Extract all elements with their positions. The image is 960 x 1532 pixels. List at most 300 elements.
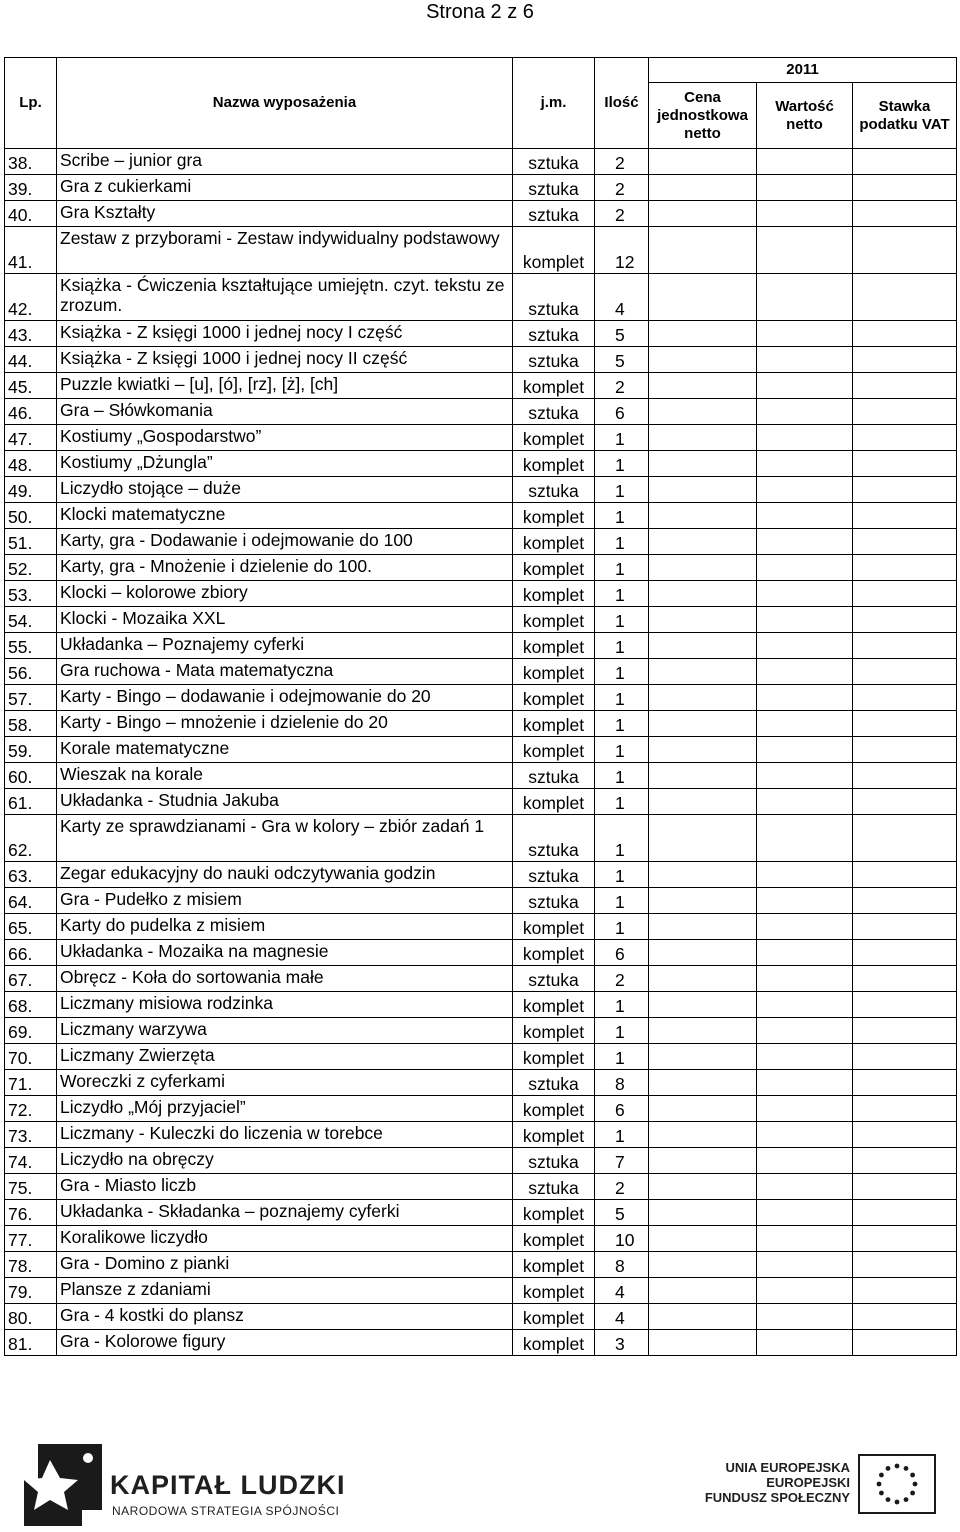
cell-qty: 10: [595, 1226, 649, 1252]
cell-vat: [853, 737, 957, 763]
cell-lp: 77.: [5, 1226, 57, 1252]
cell-vat: [853, 711, 957, 737]
cell-lp: 79.: [5, 1278, 57, 1304]
cell-jm: komplet: [513, 1252, 595, 1278]
cell-unit-price: [649, 227, 757, 274]
cell-qty: 1: [595, 1018, 649, 1044]
cell-unit-price: [649, 737, 757, 763]
table-row: [5, 555, 957, 581]
cell-lp: 57.: [5, 685, 57, 711]
cell-lp: 81.: [5, 1330, 57, 1356]
cell-lp: 64.: [5, 888, 57, 914]
table-row: [5, 659, 957, 685]
cell-name: Gra - 4 kostki do plansz: [57, 1304, 513, 1330]
cell-lp: 60.: [5, 763, 57, 789]
cell-name: Karty - Bingo – mnożenie i dzielenie do 20: [57, 711, 513, 737]
table-row: [5, 581, 957, 607]
cell-lp: 67.: [5, 966, 57, 992]
cell-jm: komplet: [513, 1304, 595, 1330]
cell-unit-price: [649, 503, 757, 529]
cell-jm: komplet: [513, 555, 595, 581]
table-row: [5, 1148, 957, 1174]
cell-qty: 6: [595, 940, 649, 966]
table-row: [5, 763, 957, 789]
cell-name: Książka - Ćwiczenia kształtujące umiejętn. czyt. tekstu ze zrozum.: [57, 274, 513, 321]
cell-net-value: [757, 633, 853, 659]
table-row: [5, 940, 957, 966]
cell-net-value: [757, 529, 853, 555]
cell-unit-price: [649, 1070, 757, 1096]
cell-vat: [853, 425, 957, 451]
net-value-line-1: Wartość: [775, 97, 834, 115]
cell-net-value: [757, 1148, 853, 1174]
cell-jm: komplet: [513, 914, 595, 940]
cell-qty: 3: [595, 1330, 649, 1356]
table-row: [5, 1304, 957, 1330]
cell-lp: 48.: [5, 451, 57, 477]
cell-jm: komplet: [513, 451, 595, 477]
vat-line-2: podatku VAT: [859, 115, 950, 133]
cell-jm: komplet: [513, 373, 595, 399]
cell-jm: komplet: [513, 685, 595, 711]
cell-name: Układanka - Studnia Jakuba: [57, 789, 513, 815]
cell-unit-price: [649, 711, 757, 737]
cell-jm: sztuka: [513, 815, 595, 862]
cell-name: Gra - Domino z pianki: [57, 1252, 513, 1278]
cell-unit-price: [649, 1122, 757, 1148]
eu-star-icon: [904, 1497, 909, 1502]
eu-star-icon: [886, 1466, 891, 1471]
table-row: [5, 685, 957, 711]
table-row: [5, 737, 957, 763]
cell-vat: [853, 149, 957, 175]
cell-jm: komplet: [513, 1096, 595, 1122]
cell-name: Kostiumy „Dżungla”: [57, 451, 513, 477]
cell-jm: komplet: [513, 737, 595, 763]
cell-lp: 62.: [5, 815, 57, 862]
cell-name: Układanka - Mozaika na magnesie: [57, 940, 513, 966]
cell-lp: 65.: [5, 914, 57, 940]
cell-qty: 2: [595, 149, 649, 175]
cell-jm: komplet: [513, 1226, 595, 1252]
cell-vat: [853, 1278, 957, 1304]
cell-unit-price: [649, 1044, 757, 1070]
cell-unit-price: [649, 581, 757, 607]
eu-star-icon: [895, 1500, 900, 1505]
cell-lp: 52.: [5, 555, 57, 581]
cell-jm: komplet: [513, 1278, 595, 1304]
cell-net-value: [757, 1330, 853, 1356]
cell-name: Korale matematyczne: [57, 737, 513, 763]
cell-name: Puzzle kwiatki – [u], [ó], [rz], [ż], [ch]: [57, 373, 513, 399]
cell-lp: 45.: [5, 373, 57, 399]
cell-vat: [853, 1304, 957, 1330]
table-row: [5, 1018, 957, 1044]
cell-net-value: [757, 789, 853, 815]
cell-qty: 7: [595, 1148, 649, 1174]
cell-name: Gra - Pudełko z misiem: [57, 888, 513, 914]
cell-jm: sztuka: [513, 274, 595, 321]
cell-jm: sztuka: [513, 347, 595, 373]
col-header-name: Nazwa wyposażenia: [57, 58, 513, 149]
table-row: [5, 1226, 957, 1252]
cell-jm: sztuka: [513, 321, 595, 347]
table-row: [5, 888, 957, 914]
cell-name: Kostiumy „Gospodarstwo”: [57, 425, 513, 451]
cell-unit-price: [649, 201, 757, 227]
eu-logo-text: [700, 1460, 850, 1505]
cell-qty: 4: [595, 274, 649, 321]
cell-vat: [853, 1200, 957, 1226]
cell-jm: sztuka: [513, 399, 595, 425]
eu-star-icon: [910, 1491, 915, 1496]
cell-qty: 1: [595, 763, 649, 789]
cell-vat: [853, 1096, 957, 1122]
kapital-ludzki-subtitle: NARODOWA STRATEGIA SPÓJNOŚCI: [112, 1504, 340, 1518]
cell-net-value: [757, 581, 853, 607]
cell-lp: 53.: [5, 581, 57, 607]
table-row: [5, 373, 957, 399]
cell-net-value: [757, 607, 853, 633]
col-header-lp: Lp.: [5, 58, 57, 149]
eu-logo-line-3: FUNDUSZ SPOŁECZNY: [704, 1490, 850, 1505]
unit-price-line-2: jednostkowa: [657, 106, 748, 124]
cell-name: Zegar edukacyjny do nauki odczytywania godzin: [57, 862, 513, 888]
cell-jm: komplet: [513, 1122, 595, 1148]
cell-unit-price: [649, 1330, 757, 1356]
cell-net-value: [757, 1096, 853, 1122]
cell-qty: 1: [595, 659, 649, 685]
cell-name: Klocki - Mozaika XXL: [57, 607, 513, 633]
cell-vat: [853, 274, 957, 321]
cell-lp: 39.: [5, 175, 57, 201]
cell-net-value: [757, 914, 853, 940]
cell-vat: [853, 373, 957, 399]
cell-lp: 59.: [5, 737, 57, 763]
cell-net-value: [757, 940, 853, 966]
cell-net-value: [757, 1070, 853, 1096]
cell-name: Karty do pudelka z misiem: [57, 914, 513, 940]
cell-qty: 1: [595, 888, 649, 914]
cell-lp: 42.: [5, 274, 57, 321]
cell-lp: 40.: [5, 201, 57, 227]
cell-unit-price: [649, 763, 757, 789]
cell-vat: [853, 175, 957, 201]
table-row: [5, 1122, 957, 1148]
cell-lp: 70.: [5, 1044, 57, 1070]
col-header-net-value: [757, 83, 853, 149]
cell-lp: 69.: [5, 1018, 57, 1044]
cell-vat: [853, 1148, 957, 1174]
cell-name: Gra ruchowa - Mata matematyczna: [57, 659, 513, 685]
col-header-unit-price: [649, 83, 757, 149]
cell-name: Gra Kształty: [57, 201, 513, 227]
cell-lp: 75.: [5, 1174, 57, 1200]
table-row: [5, 451, 957, 477]
cell-name: Liczydło „Mój przyjaciel”: [57, 1096, 513, 1122]
cell-lp: 71.: [5, 1070, 57, 1096]
col-header-qty: Ilość: [595, 58, 649, 149]
cell-name: Liczydło na obręczy: [57, 1148, 513, 1174]
cell-vat: [853, 940, 957, 966]
cell-net-value: [757, 149, 853, 175]
table-row: [5, 1044, 957, 1070]
cell-unit-price: [649, 1096, 757, 1122]
cell-vat: [853, 685, 957, 711]
cell-lp: 46.: [5, 399, 57, 425]
eu-star-icon: [904, 1466, 909, 1471]
cell-jm: komplet: [513, 425, 595, 451]
cell-unit-price: [649, 685, 757, 711]
cell-name: Układanka – Poznajemy cyferki: [57, 633, 513, 659]
cell-unit-price: [649, 1018, 757, 1044]
cell-name: Książka - Z księgi 1000 i jednej nocy II część: [57, 347, 513, 373]
cell-lp: 49.: [5, 477, 57, 503]
cell-name: Liczydło stojące – duże: [57, 477, 513, 503]
cell-vat: [853, 633, 957, 659]
cell-name: Scribe – junior gra: [57, 149, 513, 175]
cell-qty: 2: [595, 175, 649, 201]
cell-lp: 74.: [5, 1148, 57, 1174]
eu-star-icon: [910, 1473, 915, 1478]
cell-lp: 43.: [5, 321, 57, 347]
cell-qty: 1: [595, 914, 649, 940]
unit-price-line-3: netto: [684, 124, 721, 142]
cell-qty: 1: [595, 685, 649, 711]
table-row: [5, 503, 957, 529]
cell-unit-price: [649, 659, 757, 685]
cell-unit-price: [649, 373, 757, 399]
cell-unit-price: [649, 555, 757, 581]
cell-jm: komplet: [513, 1018, 595, 1044]
cell-jm: komplet: [513, 1330, 595, 1356]
cell-name: Plansze z zdaniami: [57, 1278, 513, 1304]
eu-star-icon: [879, 1473, 884, 1478]
cell-jm: sztuka: [513, 966, 595, 992]
cell-unit-price: [649, 914, 757, 940]
cell-net-value: [757, 1200, 853, 1226]
cell-jm: sztuka: [513, 201, 595, 227]
table-row: [5, 477, 957, 503]
eu-logo-line-1: UNIA EUROPEJSKA: [725, 1460, 850, 1475]
cell-net-value: [757, 227, 853, 274]
cell-qty: 1: [595, 992, 649, 1018]
cell-vat: [853, 992, 957, 1018]
cell-lp: 78.: [5, 1252, 57, 1278]
cell-name: Gra - Kolorowe figury: [57, 1330, 513, 1356]
eu-star-icon: [895, 1464, 900, 1469]
table-row: [5, 399, 957, 425]
cell-unit-price: [649, 789, 757, 815]
cell-unit-price: [649, 347, 757, 373]
cell-unit-price: [649, 425, 757, 451]
cell-net-value: [757, 477, 853, 503]
cell-net-value: [757, 425, 853, 451]
cell-jm: komplet: [513, 789, 595, 815]
cell-qty: 1: [595, 607, 649, 633]
table-row: [5, 175, 957, 201]
table-row: [5, 966, 957, 992]
cell-unit-price: [649, 1226, 757, 1252]
page-header: Strona 2 z 6: [426, 1, 534, 23]
vat-line-1: Stawka: [878, 97, 931, 115]
table-row: [5, 862, 957, 888]
cell-net-value: [757, 1122, 853, 1148]
cell-net-value: [757, 175, 853, 201]
cell-vat: [853, 1044, 957, 1070]
year-header: 2011: [649, 58, 957, 83]
cell-net-value: [757, 659, 853, 685]
cell-net-value: [757, 1226, 853, 1252]
cell-vat: [853, 1226, 957, 1252]
table-row: [5, 1252, 957, 1278]
cell-vat: [853, 659, 957, 685]
cell-vat: [853, 201, 957, 227]
cell-jm: komplet: [513, 227, 595, 274]
footer-logos: [0, 1410, 960, 1532]
cell-qty: 1: [595, 1122, 649, 1148]
cell-vat: [853, 555, 957, 581]
cell-vat: [853, 815, 957, 862]
cell-vat: [853, 1252, 957, 1278]
cell-jm: komplet: [513, 659, 595, 685]
cell-name: Gra z cukierkami: [57, 175, 513, 201]
table-row: [5, 321, 957, 347]
cell-net-value: [757, 711, 853, 737]
cell-unit-price: [649, 274, 757, 321]
cell-qty: 1: [595, 862, 649, 888]
cell-qty: 1: [595, 789, 649, 815]
table-row: [5, 529, 957, 555]
cell-qty: 1: [595, 737, 649, 763]
cell-lp: 80.: [5, 1304, 57, 1330]
table-row: [5, 1200, 957, 1226]
kapital-ludzki-emblem-icon: [20, 1440, 106, 1530]
cell-name: Karty, gra - Mnożenie i dzielenie do 100.: [57, 555, 513, 581]
cell-qty: 4: [595, 1278, 649, 1304]
equipment-table: [4, 57, 957, 1356]
cell-vat: [853, 862, 957, 888]
cell-vat: [853, 399, 957, 425]
cell-vat: [853, 888, 957, 914]
cell-vat: [853, 227, 957, 274]
table-row: [5, 815, 957, 862]
cell-name: Liczmany - Kuleczki do liczenia w torebce: [57, 1122, 513, 1148]
kapital-ludzki-title: KAPITAŁ LUDZKI: [110, 1470, 346, 1500]
cell-vat: [853, 914, 957, 940]
table-row: [5, 227, 957, 274]
cell-qty: 1: [595, 477, 649, 503]
cell-vat: [853, 581, 957, 607]
cell-unit-price: [649, 992, 757, 1018]
cell-unit-price: [649, 1304, 757, 1330]
cell-qty: 12: [595, 227, 649, 274]
cell-net-value: [757, 274, 853, 321]
cell-unit-price: [649, 633, 757, 659]
cell-unit-price: [649, 175, 757, 201]
cell-vat: [853, 1070, 957, 1096]
cell-vat: [853, 1330, 957, 1356]
cell-lp: 76.: [5, 1200, 57, 1226]
cell-jm: sztuka: [513, 1148, 595, 1174]
unit-price-line-1: Cena: [684, 88, 721, 106]
cell-jm: sztuka: [513, 1070, 595, 1096]
cell-net-value: [757, 555, 853, 581]
cell-net-value: [757, 1018, 853, 1044]
cell-qty: 5: [595, 321, 649, 347]
cell-net-value: [757, 503, 853, 529]
cell-name: Liczmany misiowa rodzinka: [57, 992, 513, 1018]
cell-name: Liczmany warzywa: [57, 1018, 513, 1044]
cell-lp: 73.: [5, 1122, 57, 1148]
cell-unit-price: [649, 888, 757, 914]
net-value-line-2: netto: [786, 115, 823, 133]
cell-qty: 1: [595, 451, 649, 477]
cell-jm: komplet: [513, 1044, 595, 1070]
cell-lp: 72.: [5, 1096, 57, 1122]
cell-qty: 1: [595, 529, 649, 555]
cell-qty: 8: [595, 1252, 649, 1278]
cell-unit-price: [649, 149, 757, 175]
cell-jm: sztuka: [513, 175, 595, 201]
cell-vat: [853, 529, 957, 555]
cell-net-value: [757, 992, 853, 1018]
cell-net-value: [757, 1252, 853, 1278]
cell-net-value: [757, 1278, 853, 1304]
cell-unit-price: [649, 477, 757, 503]
table-row: [5, 914, 957, 940]
table-row: [5, 201, 957, 227]
cell-jm: sztuka: [513, 477, 595, 503]
cell-unit-price: [649, 321, 757, 347]
cell-qty: 6: [595, 399, 649, 425]
cell-vat: [853, 1018, 957, 1044]
kapital-ludzki-logo: [20, 1440, 346, 1530]
cell-qty: 8: [595, 1070, 649, 1096]
cell-jm: komplet: [513, 503, 595, 529]
table-row: [5, 607, 957, 633]
table-row: [5, 347, 957, 373]
cell-name: Wieszak na korale: [57, 763, 513, 789]
cell-net-value: [757, 451, 853, 477]
cell-unit-price: [649, 940, 757, 966]
cell-vat: [853, 503, 957, 529]
cell-qty: 6: [595, 1096, 649, 1122]
cell-unit-price: [649, 1252, 757, 1278]
cell-net-value: [757, 815, 853, 862]
cell-qty: 2: [595, 966, 649, 992]
eu-logo-line-2: EUROPEJSKI: [766, 1475, 850, 1490]
cell-unit-price: [649, 1200, 757, 1226]
cell-name: Karty, gra - Dodawanie i odejmowanie do 100: [57, 529, 513, 555]
cell-qty: 1: [595, 581, 649, 607]
cell-qty: 1: [595, 555, 649, 581]
cell-vat: [853, 966, 957, 992]
cell-vat: [853, 347, 957, 373]
table-row: [5, 274, 957, 321]
cell-qty: 2: [595, 373, 649, 399]
cell-lp: 68.: [5, 992, 57, 1018]
eu-social-fund-logo: [690, 1450, 940, 1530]
cell-vat: [853, 451, 957, 477]
eu-star-icon: [886, 1497, 891, 1502]
cell-lp: 38.: [5, 149, 57, 175]
cell-qty: 4: [595, 1304, 649, 1330]
cell-name: Układanka - Składanka – poznajemy cyferki: [57, 1200, 513, 1226]
cell-vat: [853, 321, 957, 347]
table-row: [5, 992, 957, 1018]
cell-unit-price: [649, 399, 757, 425]
